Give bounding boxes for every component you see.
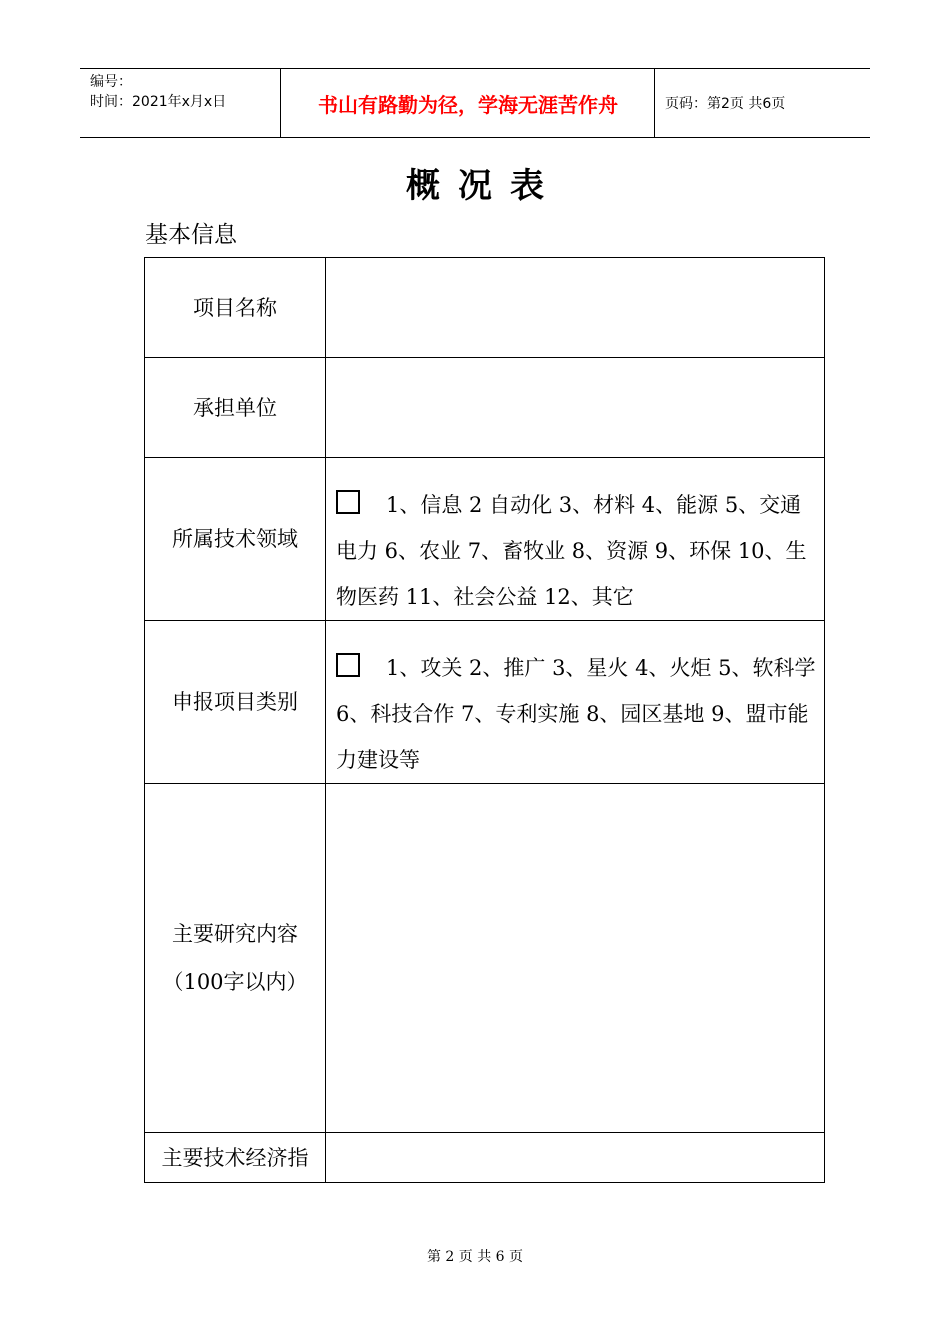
table-row (145, 1133, 825, 1183)
table-row (145, 358, 825, 458)
date-label: 时间：2021年x月x日 (90, 94, 227, 110)
row-label: 项目名称 (145, 258, 326, 358)
category-options: 1、攻关 2、推广 3、星火 4、火炬 5、软科学 6、科技合作 7、专利实施 8、园区基地 9、盟市能力建设等 (336, 656, 816, 772)
research-limit-label: （100字以内） (162, 970, 308, 994)
indicator-field[interactable] (326, 1133, 825, 1183)
research-content-field[interactable] (326, 784, 825, 1133)
page-footer: 第 2 页 共 6 页 (426, 1249, 524, 1265)
row-label: 主要技术经济指 (145, 1133, 326, 1183)
tech-field-cell (326, 458, 825, 621)
unit-field[interactable] (326, 358, 825, 458)
row-label: 申报项目类别 (145, 621, 326, 784)
table-row (145, 784, 825, 1133)
page-title: 概况表 (406, 166, 562, 206)
checkbox[interactable] (336, 490, 360, 514)
category-cell (326, 621, 825, 784)
header-motto: 书山有路勤为径，学海无涯苦作舟 (282, 69, 655, 137)
page-header (80, 68, 870, 138)
project-name-field[interactable] (326, 258, 825, 358)
row-label: 承担单位 (145, 358, 326, 458)
header-page-info: 页码：第2页 共6页 (665, 96, 786, 112)
research-label: 主要研究内容 (172, 922, 298, 946)
table-row (145, 258, 825, 358)
header-meta (80, 69, 281, 137)
row-label: 所属技术领域 (145, 458, 326, 621)
table-row (145, 621, 825, 784)
info-table (144, 257, 825, 1183)
section-title: 基本信息 (145, 222, 237, 248)
table-row (145, 458, 825, 621)
checkbox[interactable] (336, 653, 360, 677)
number-label: 编号： (90, 74, 132, 90)
row-label (145, 784, 326, 1133)
tech-field-options: 1、信息 2 自动化 3、材料 4、能源 5、交通电力 6、农业 7、畜牧业 8、资源 9、环保 10、生物医药 11、社会公益 12、其它 (336, 493, 807, 609)
